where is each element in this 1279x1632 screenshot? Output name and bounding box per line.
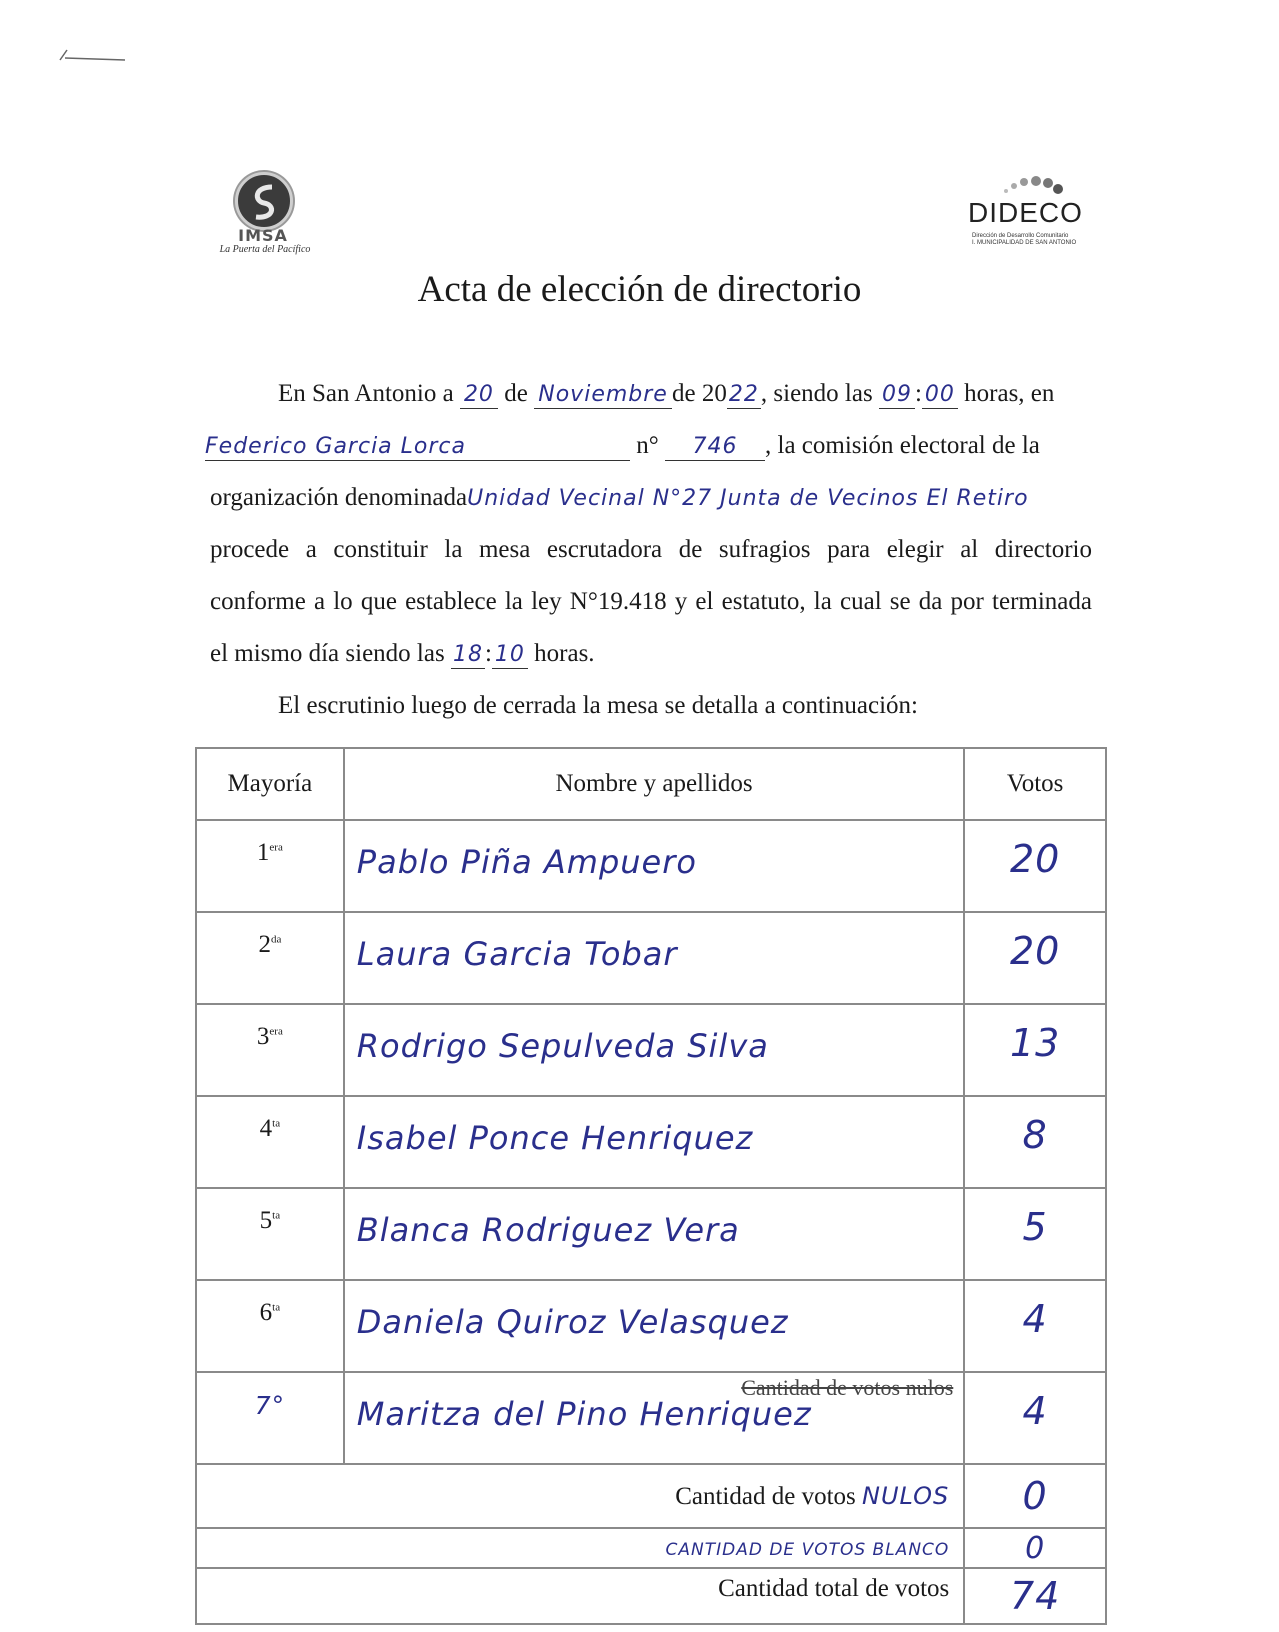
- row-ordinal: [196, 1004, 344, 1096]
- end-hour-field: 18: [452, 642, 483, 667]
- candidate-votes: 20: [964, 912, 1106, 1004]
- candidate-cell: [344, 1372, 965, 1464]
- row-ordinal: [196, 820, 344, 912]
- table-row: [196, 1096, 1106, 1188]
- ordinal: 2: [258, 931, 271, 958]
- nulos-hand: NULOS: [862, 1481, 950, 1510]
- header-votes: Votos: [964, 748, 1106, 820]
- day-field: 20: [463, 382, 494, 407]
- dideco-logo: [968, 175, 1088, 255]
- candidate-name: Rodrigo Sepulveda Silva: [344, 1004, 965, 1096]
- dideco-subtitle-1: Dirección de Desarrollo Comunitario: [972, 233, 1069, 239]
- start-min-field: 00: [924, 382, 955, 407]
- ordinal: 5: [259, 1207, 273, 1234]
- struck-label: Cantidad de votos nulos: [741, 1375, 954, 1400]
- candidate-name: Maritza del Pino Henriquez: [356, 1395, 812, 1433]
- row-ordinal: [196, 912, 344, 1004]
- candidate-votes: 4: [964, 1372, 1106, 1464]
- dideco-logo-subtitle: [972, 233, 1092, 247]
- street-field: Federico Garcia Lorca: [205, 434, 466, 459]
- ordinal-suffix: ta: [272, 1209, 281, 1222]
- blanco-label: [196, 1528, 964, 1568]
- candidate-name: Laura Garcia Tobar: [344, 912, 965, 1004]
- imsa-logo-motto: La Puerta del Pacífico: [219, 244, 311, 255]
- row-ordinal: [196, 1096, 344, 1188]
- ordinal: 6: [259, 1299, 273, 1326]
- candidate-name: Pablo Piña Ampuero: [344, 820, 965, 912]
- number-field: 746: [692, 434, 738, 459]
- dideco-subtitle-2: I. MUNICIPALIDAD DE SAN ANTONIO: [972, 240, 1077, 246]
- nulos-printed: Cantidad de votos: [675, 1482, 856, 1510]
- header-majority: Mayoría: [196, 748, 344, 820]
- candidate-votes: 5: [964, 1188, 1106, 1280]
- ordinal-suffix: da: [270, 933, 282, 946]
- candidate-votes: 13: [964, 1004, 1106, 1096]
- page-title: Acta de elección de directorio: [417, 269, 862, 310]
- candidate-name: Daniela Quiroz Velasquez: [344, 1280, 965, 1372]
- dideco-logo-name: DIDECO: [968, 197, 1083, 228]
- intro-line-2: [205, 432, 1040, 461]
- imsa-logo-name: IMSA: [238, 226, 288, 245]
- candidate-name: Blanca Rodriguez Vera: [344, 1188, 965, 1280]
- nulos-label: [196, 1464, 964, 1528]
- blanco-row: [196, 1528, 1106, 1568]
- ordinal: 4: [259, 1115, 273, 1142]
- intro-line-1: [278, 380, 1054, 409]
- table-row: [196, 1004, 1106, 1096]
- nulos-votes: 0: [964, 1464, 1106, 1528]
- end-min-field: 10: [494, 642, 525, 667]
- text: de: [504, 380, 528, 407]
- year-field: 22: [728, 382, 759, 407]
- dideco-dots-icon: [1000, 175, 1080, 197]
- pen-scribble: [55, 40, 145, 70]
- text: horas.: [534, 640, 595, 667]
- candidate-votes: 4: [964, 1280, 1106, 1372]
- imsa-emblem-icon: [235, 172, 293, 230]
- start-hour-field: 09: [881, 382, 912, 407]
- ordinal-suffix: era: [269, 1025, 283, 1038]
- intro-line-4: procede a constituir la mesa escrutadora de sufragios para elegir al directorio: [210, 536, 1092, 563]
- ordinal: 1: [256, 839, 270, 866]
- text: organización denominada: [210, 484, 468, 511]
- row-ordinal: [196, 1188, 344, 1280]
- table-row: [196, 912, 1106, 1004]
- intro-line-5: conforme a lo que establece la ley N°19.418 y el estatuto, la cual se da por terminada: [210, 588, 1092, 615]
- text: de 20: [672, 380, 727, 407]
- total-row: [196, 1568, 1106, 1624]
- table-row: [196, 1372, 1106, 1464]
- text: , siendo las: [760, 380, 873, 407]
- text: horas, en: [964, 380, 1055, 407]
- intro-line-6: [210, 640, 595, 669]
- row-ordinal: [196, 1280, 344, 1372]
- blanco-hand: CANTIDAD DE VOTOS BLANCO: [665, 1540, 950, 1560]
- table-row: [196, 1188, 1106, 1280]
- imsa-logo: [205, 160, 325, 260]
- ordinal-suffix: ta: [272, 1301, 281, 1314]
- table-header: [196, 748, 1106, 820]
- candidate-name: Isabel Ponce Henriquez: [344, 1096, 965, 1188]
- text: :: [484, 640, 492, 667]
- ordinal: 3: [256, 1023, 270, 1050]
- text: , la comisión electoral de la: [765, 432, 1040, 459]
- nulos-row: [196, 1464, 1106, 1528]
- intro-line-7: El escrutinio luego de cerrada la mesa se detalla a continuación:: [278, 692, 919, 719]
- ordinal-suffix: ta: [272, 1117, 281, 1130]
- results-table: [195, 747, 1107, 1625]
- candidate-votes: 20: [964, 820, 1106, 912]
- header-name: Nombre y apellidos: [344, 748, 965, 820]
- row-ordinal: 7°: [196, 1372, 344, 1464]
- ordinal-suffix: era: [269, 841, 283, 854]
- table-row: [196, 820, 1106, 912]
- text: el mismo día siendo las: [210, 640, 445, 667]
- text: En San Antonio a: [278, 380, 454, 407]
- total-votes: 74: [964, 1568, 1106, 1624]
- text: n°: [636, 432, 659, 459]
- text: :: [914, 380, 922, 407]
- candidate-votes: 8: [964, 1096, 1106, 1188]
- blanco-votes: 0: [964, 1528, 1106, 1568]
- month-field: Noviembre: [538, 382, 668, 407]
- intro-line-3: [210, 484, 1107, 512]
- organization-field: Unidad Vecinal N°27 Junta de Vecinos El Retiro: [467, 486, 1029, 511]
- table-row: [196, 1280, 1106, 1372]
- total-label: Cantidad total de votos: [196, 1568, 964, 1624]
